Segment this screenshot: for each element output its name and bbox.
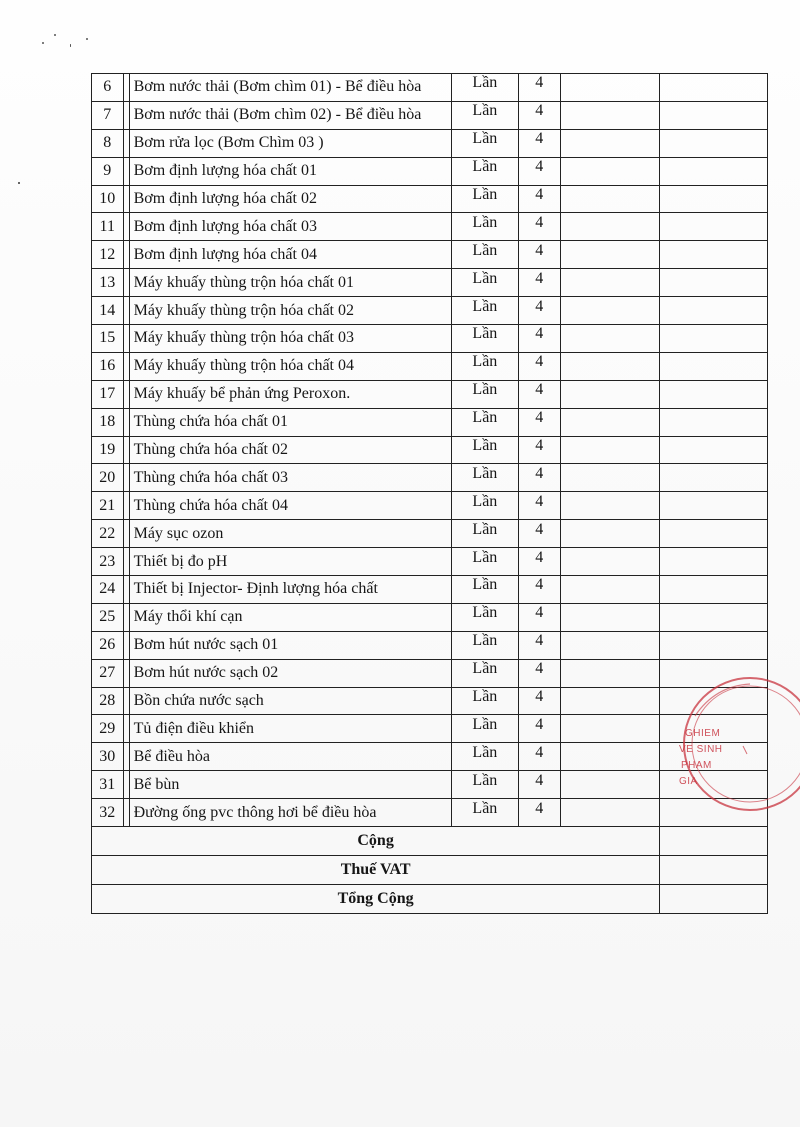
unit-price-cell bbox=[560, 464, 660, 492]
total-cell bbox=[660, 659, 768, 687]
quantity-cell bbox=[518, 687, 560, 715]
table-row bbox=[92, 436, 768, 464]
table-row bbox=[92, 185, 768, 213]
row-number: 16 bbox=[92, 352, 124, 380]
quantity-cell-text: 4 bbox=[535, 297, 544, 315]
item-name: Bơm định lượng hóa chất 02 bbox=[129, 185, 451, 213]
unit-cell-text: Lần bbox=[472, 771, 498, 789]
table-row bbox=[92, 297, 768, 325]
unit-cell bbox=[451, 213, 518, 241]
quantity-cell bbox=[518, 157, 560, 185]
total-cell bbox=[660, 185, 768, 213]
item-name: Máy khuấy thùng trộn hóa chất 03 bbox=[129, 325, 451, 353]
subtotal-value-cell bbox=[660, 827, 768, 856]
total-cell bbox=[660, 380, 768, 408]
quantity-cell-text: 4 bbox=[535, 130, 544, 148]
unit-cell bbox=[451, 241, 518, 269]
item-name: Máy sục ozon bbox=[129, 520, 451, 548]
unit-cell-text: Lần bbox=[472, 409, 498, 427]
quantity-cell-text: 4 bbox=[535, 269, 544, 287]
row-number: 10 bbox=[92, 185, 124, 213]
row-number: 11 bbox=[92, 213, 124, 241]
subtotal-row bbox=[92, 827, 768, 856]
item-name: Bể điều hòa bbox=[129, 743, 451, 771]
table-row bbox=[92, 213, 768, 241]
quantity-cell bbox=[518, 213, 560, 241]
quantity-cell-text: 4 bbox=[535, 409, 544, 427]
grand-total-value-cell bbox=[660, 885, 768, 914]
row-number: 26 bbox=[92, 631, 124, 659]
row-number: 27 bbox=[92, 659, 124, 687]
row-number: 12 bbox=[92, 241, 124, 269]
unit-price-cell bbox=[560, 269, 660, 297]
item-name: Bể bùn bbox=[129, 771, 451, 799]
item-name: Bơm hút nước sạch 02 bbox=[129, 659, 451, 687]
unit-cell-text: Lần bbox=[472, 632, 498, 650]
unit-cell-text: Lần bbox=[472, 464, 498, 482]
unit-price-cell bbox=[560, 380, 660, 408]
quantity-cell-text: 4 bbox=[535, 158, 544, 176]
total-cell bbox=[660, 687, 768, 715]
row-number: 25 bbox=[92, 603, 124, 631]
quantity-cell-text: 4 bbox=[535, 799, 544, 817]
quantity-cell-text: 4 bbox=[535, 381, 544, 399]
total-cell bbox=[660, 297, 768, 325]
unit-cell bbox=[451, 715, 518, 743]
total-cell bbox=[660, 715, 768, 743]
total-cell bbox=[660, 464, 768, 492]
quantity-cell bbox=[518, 520, 560, 548]
quantity-cell-text: 4 bbox=[535, 464, 544, 482]
quantity-cell bbox=[518, 129, 560, 157]
total-cell bbox=[660, 213, 768, 241]
table-row bbox=[92, 101, 768, 129]
row-number: 19 bbox=[92, 436, 124, 464]
stamp-text-line: VE SINH bbox=[679, 744, 723, 755]
unit-price-cell bbox=[560, 436, 660, 464]
unit-price-cell bbox=[560, 129, 660, 157]
quantity-cell-text: 4 bbox=[535, 213, 544, 231]
quantity-cell-text: 4 bbox=[535, 102, 544, 120]
table-body bbox=[92, 74, 768, 827]
quantity-cell-text: 4 bbox=[535, 632, 544, 650]
total-cell bbox=[660, 548, 768, 576]
row-number: 28 bbox=[92, 687, 124, 715]
unit-price-cell bbox=[560, 213, 660, 241]
table-row bbox=[92, 352, 768, 380]
row-number: 7 bbox=[92, 101, 124, 129]
item-name: Thùng chứa hóa chất 02 bbox=[129, 436, 451, 464]
unit-cell-text: Lần bbox=[472, 604, 498, 622]
quantity-cell bbox=[518, 241, 560, 269]
unit-cell-text: Lần bbox=[472, 660, 498, 678]
item-name: Bơm định lượng hóa chất 03 bbox=[129, 213, 451, 241]
table-row bbox=[92, 157, 768, 185]
quantity-cell bbox=[518, 464, 560, 492]
unit-cell bbox=[451, 576, 518, 604]
scan-speck bbox=[18, 182, 20, 184]
unit-cell bbox=[451, 687, 518, 715]
row-number: 22 bbox=[92, 520, 124, 548]
quantity-cell-text: 4 bbox=[535, 604, 544, 622]
quantity-cell bbox=[518, 436, 560, 464]
table-row bbox=[92, 464, 768, 492]
total-cell bbox=[660, 520, 768, 548]
unit-price-cell bbox=[560, 715, 660, 743]
unit-cell bbox=[451, 269, 518, 297]
quantity-cell bbox=[518, 492, 560, 520]
total-cell bbox=[660, 157, 768, 185]
item-name: Bơm hút nước sạch 01 bbox=[129, 631, 451, 659]
item-name: Bơm định lượng hóa chất 01 bbox=[129, 157, 451, 185]
quantity-cell bbox=[518, 576, 560, 604]
unit-price-cell bbox=[560, 603, 660, 631]
unit-cell-text: Lần bbox=[472, 269, 498, 287]
total-cell bbox=[660, 129, 768, 157]
unit-price-cell bbox=[560, 297, 660, 325]
row-number: 6 bbox=[92, 74, 124, 102]
table-row bbox=[92, 576, 768, 604]
unit-cell bbox=[451, 631, 518, 659]
unit-cell-text: Lần bbox=[472, 492, 498, 510]
unit-price-cell bbox=[560, 325, 660, 353]
quantity-cell-text: 4 bbox=[535, 437, 544, 455]
unit-cell-text: Lần bbox=[472, 325, 498, 343]
unit-price-cell bbox=[560, 659, 660, 687]
unit-cell bbox=[451, 659, 518, 687]
quantity-cell bbox=[518, 74, 560, 102]
row-number: 9 bbox=[92, 157, 124, 185]
unit-price-cell bbox=[560, 576, 660, 604]
table-row bbox=[92, 548, 768, 576]
quantity-cell-text: 4 bbox=[535, 576, 544, 594]
total-cell bbox=[660, 408, 768, 436]
unit-cell-text: Lần bbox=[472, 74, 498, 92]
grand-total-row bbox=[92, 885, 768, 914]
table-row bbox=[92, 492, 768, 520]
item-name: Thùng chứa hóa chất 03 bbox=[129, 464, 451, 492]
item-name: Máy khuấy thùng trộn hóa chất 01 bbox=[129, 269, 451, 297]
total-cell bbox=[660, 74, 768, 102]
quantity-cell-text: 4 bbox=[535, 660, 544, 678]
unit-price-cell bbox=[560, 101, 660, 129]
table-row bbox=[92, 520, 768, 548]
row-number: 15 bbox=[92, 325, 124, 353]
total-cell bbox=[660, 101, 768, 129]
total-cell bbox=[660, 603, 768, 631]
table-row bbox=[92, 659, 768, 687]
unit-cell-text: Lần bbox=[472, 158, 498, 176]
quantity-cell-text: 4 bbox=[535, 353, 544, 371]
unit-cell-text: Lần bbox=[472, 799, 498, 817]
row-number: 29 bbox=[92, 715, 124, 743]
item-name: Thùng chứa hóa chất 04 bbox=[129, 492, 451, 520]
equipment-maintenance-table bbox=[91, 73, 768, 914]
summary-body bbox=[92, 827, 768, 914]
unit-cell bbox=[451, 743, 518, 771]
vat-row bbox=[92, 856, 768, 885]
total-cell bbox=[660, 436, 768, 464]
unit-cell bbox=[451, 771, 518, 799]
quantity-cell bbox=[518, 659, 560, 687]
unit-cell-text: Lần bbox=[472, 381, 498, 399]
unit-price-cell bbox=[560, 687, 660, 715]
table-row bbox=[92, 74, 768, 102]
unit-cell bbox=[451, 185, 518, 213]
unit-cell-text: Lần bbox=[472, 743, 498, 761]
row-number: 14 bbox=[92, 297, 124, 325]
quantity-cell-text: 4 bbox=[535, 186, 544, 203]
unit-cell-text: Lần bbox=[472, 241, 498, 259]
quantity-cell-text: 4 bbox=[535, 492, 544, 510]
table-row bbox=[92, 408, 768, 436]
unit-cell-text: Lần bbox=[472, 576, 498, 594]
unit-price-cell bbox=[560, 743, 660, 771]
unit-cell-text: Lần bbox=[472, 437, 498, 455]
table-row bbox=[92, 715, 768, 743]
quantity-cell bbox=[518, 352, 560, 380]
unit-cell bbox=[451, 101, 518, 129]
unit-cell-text: Lần bbox=[472, 102, 498, 120]
quantity-cell bbox=[518, 603, 560, 631]
vat-label: Thuế VAT bbox=[92, 856, 660, 885]
quantity-cell-text: 4 bbox=[535, 688, 544, 706]
unit-cell-text: Lần bbox=[472, 520, 498, 538]
unit-cell-text: Lần bbox=[472, 130, 498, 148]
table-row bbox=[92, 269, 768, 297]
unit-cell-text: Lần bbox=[472, 186, 498, 203]
quantity-cell-text: 4 bbox=[535, 325, 544, 343]
quantity-cell bbox=[518, 799, 560, 827]
unit-cell bbox=[451, 157, 518, 185]
quantity-cell bbox=[518, 743, 560, 771]
table-row bbox=[92, 687, 768, 715]
unit-price-cell bbox=[560, 771, 660, 799]
stamp-text-line: GHIEM bbox=[685, 728, 721, 739]
table-row bbox=[92, 631, 768, 659]
unit-cell bbox=[451, 325, 518, 353]
unit-cell-text: Lần bbox=[472, 353, 498, 371]
unit-price-cell bbox=[560, 352, 660, 380]
vat-value-cell bbox=[660, 856, 768, 885]
table-row bbox=[92, 325, 768, 353]
total-cell bbox=[660, 799, 768, 827]
item-name: Máy khuấy thùng trộn hóa chất 04 bbox=[129, 352, 451, 380]
unit-price-cell bbox=[560, 631, 660, 659]
row-number: 17 bbox=[92, 380, 124, 408]
quantity-cell bbox=[518, 269, 560, 297]
total-cell bbox=[660, 325, 768, 353]
quantity-cell bbox=[518, 101, 560, 129]
unit-price-cell bbox=[560, 408, 660, 436]
unit-cell bbox=[451, 352, 518, 380]
unit-cell bbox=[451, 74, 518, 102]
quantity-cell-text: 4 bbox=[535, 715, 544, 733]
item-name: Bơm nước thải (Bơm chìm 02) - Bể điều hòa bbox=[129, 101, 451, 129]
quantity-cell bbox=[518, 408, 560, 436]
total-cell bbox=[660, 576, 768, 604]
grand-total-label: Tổng Cộng bbox=[92, 885, 660, 914]
unit-cell bbox=[451, 492, 518, 520]
quantity-cell-text: 4 bbox=[535, 74, 544, 92]
total-cell bbox=[660, 743, 768, 771]
unit-price-cell bbox=[560, 157, 660, 185]
unit-price-cell bbox=[560, 241, 660, 269]
quantity-cell bbox=[518, 631, 560, 659]
unit-cell-text: Lần bbox=[472, 213, 498, 231]
unit-price-cell bbox=[560, 74, 660, 102]
quantity-cell bbox=[518, 325, 560, 353]
quantity-cell-text: 4 bbox=[535, 241, 544, 259]
unit-price-cell bbox=[560, 548, 660, 576]
total-cell bbox=[660, 631, 768, 659]
row-number: 24 bbox=[92, 576, 124, 604]
row-number: 21 bbox=[92, 492, 124, 520]
item-name: Bơm định lượng hóa chất 04 bbox=[129, 241, 451, 269]
scan-specks bbox=[40, 28, 100, 52]
row-number: 23 bbox=[92, 548, 124, 576]
unit-cell-text: Lần bbox=[472, 297, 498, 315]
unit-cell-text: Lần bbox=[472, 715, 498, 733]
table-row bbox=[92, 771, 768, 799]
total-cell bbox=[660, 492, 768, 520]
unit-cell bbox=[451, 603, 518, 631]
row-number: 20 bbox=[92, 464, 124, 492]
unit-cell-text: Lần bbox=[472, 548, 498, 566]
item-name: Máy khuấy bể phản ứng Peroxon. bbox=[129, 380, 451, 408]
unit-cell bbox=[451, 520, 518, 548]
unit-cell bbox=[451, 548, 518, 576]
row-number: 31 bbox=[92, 771, 124, 799]
quantity-cell-text: 4 bbox=[535, 548, 544, 566]
unit-price-cell bbox=[560, 185, 660, 213]
item-name: Thiết bị đo pH bbox=[129, 548, 451, 576]
table-row bbox=[92, 380, 768, 408]
item-name: Tủ điện điều khiển bbox=[129, 715, 451, 743]
table-row bbox=[92, 743, 768, 771]
total-cell bbox=[660, 269, 768, 297]
quantity-cell-text: 4 bbox=[535, 743, 544, 761]
quantity-cell bbox=[518, 297, 560, 325]
total-cell bbox=[660, 241, 768, 269]
item-name: Thùng chứa hóa chất 01 bbox=[129, 408, 451, 436]
row-number: 18 bbox=[92, 408, 124, 436]
table-row bbox=[92, 129, 768, 157]
subtotal-label: Cộng bbox=[92, 827, 660, 856]
row-number: 13 bbox=[92, 269, 124, 297]
item-name: Thiết bị Injector- Định lượng hóa chất bbox=[129, 576, 451, 604]
item-name: Bồn chứa nước sạch bbox=[129, 687, 451, 715]
unit-cell bbox=[451, 380, 518, 408]
quantity-cell bbox=[518, 771, 560, 799]
unit-cell bbox=[451, 408, 518, 436]
item-name: Đường ống pvc thông hơi bể điều hòa bbox=[129, 799, 451, 827]
unit-cell bbox=[451, 297, 518, 325]
item-name: Bơm nước thải (Bơm chìm 01) - Bể điều hòa bbox=[129, 74, 451, 102]
quantity-cell bbox=[518, 715, 560, 743]
stamp-text-line: GIA bbox=[679, 776, 698, 787]
quantity-cell-text: 4 bbox=[535, 771, 544, 789]
item-name: Bơm rửa lọc (Bơm Chìm 03 ) bbox=[129, 129, 451, 157]
table-row bbox=[92, 799, 768, 827]
item-name: Máy khuấy thùng trộn hóa chất 02 bbox=[129, 297, 451, 325]
total-cell bbox=[660, 771, 768, 799]
unit-cell bbox=[451, 129, 518, 157]
quantity-cell bbox=[518, 548, 560, 576]
item-name: Máy thổi khí cạn bbox=[129, 603, 451, 631]
row-number: 32 bbox=[92, 799, 124, 827]
stamp-text-line: PHAM bbox=[681, 760, 712, 771]
table-row bbox=[92, 603, 768, 631]
row-number: 8 bbox=[92, 129, 124, 157]
unit-price-cell bbox=[560, 492, 660, 520]
unit-cell bbox=[451, 799, 518, 827]
quantity-cell bbox=[518, 185, 560, 213]
unit-cell bbox=[451, 464, 518, 492]
total-cell bbox=[660, 352, 768, 380]
unit-price-cell bbox=[560, 799, 660, 827]
row-number: 30 bbox=[92, 743, 124, 771]
quantity-cell-text: 4 bbox=[535, 520, 544, 538]
unit-price-cell bbox=[560, 520, 660, 548]
unit-cell bbox=[451, 436, 518, 464]
quantity-cell bbox=[518, 380, 560, 408]
unit-cell-text: Lần bbox=[472, 688, 498, 706]
table-row bbox=[92, 241, 768, 269]
